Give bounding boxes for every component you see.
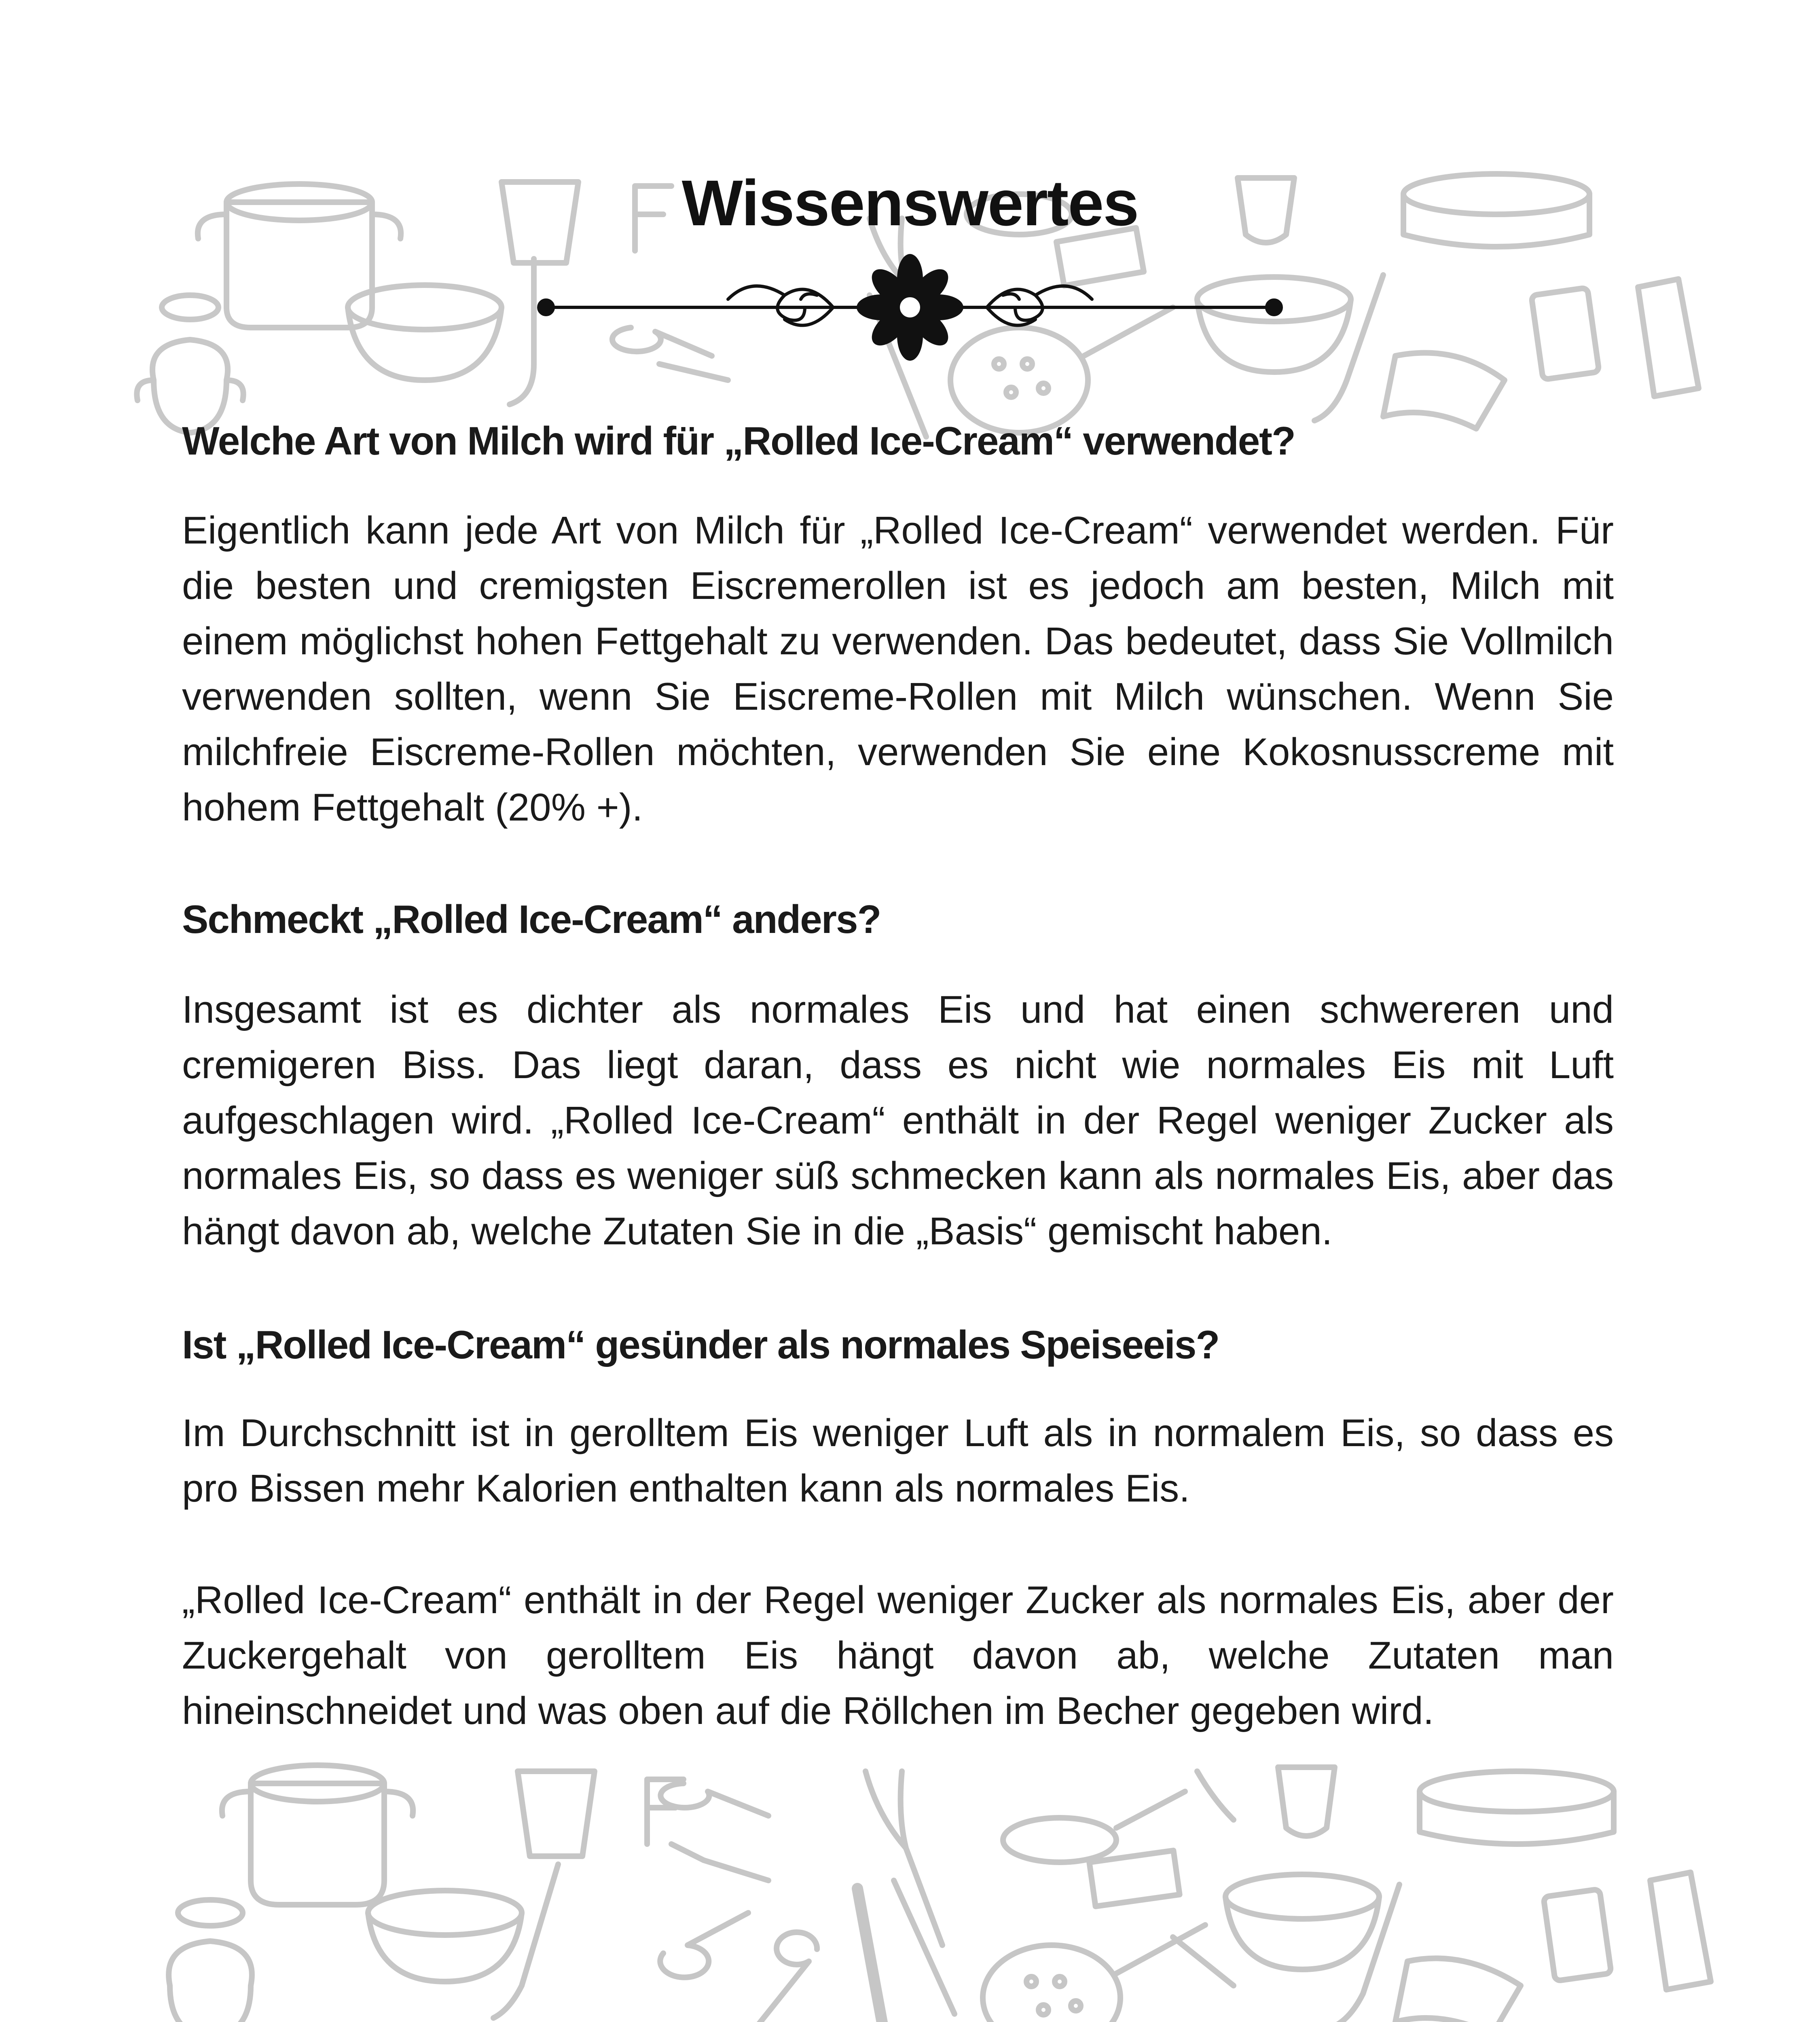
cutting-board-icon [1089, 1851, 1179, 1906]
glass-icon [518, 1771, 595, 1856]
ladle-right-icon [1314, 275, 1383, 421]
jug-icon [1278, 1767, 1335, 1836]
flower-divider-icon [526, 247, 1294, 368]
faq-question: Ist „Rolled Ice-Cream“ gesünder als normales Speiseeis? [182, 1322, 1219, 1367]
faq-question: Welche Art von Milch wird für „Rolled Ice-Cream“ verwendet? [182, 419, 1295, 463]
faq-answer-paragraph: Insgesamt ist es dichter als normales Eis und hat einen schwereren und cremigeren Biss. Das liegt daran, dass es nicht wie normales Eis mit Luft aufgeschlagen wird. „Rolled Ice-Cream“ enthält in der Regel weniger Zucker als normales Eis, so dass es weniger süß schmecken kann als normales Eis, aber das hängt davon ab, welche Zutaten Sie in die „Basis“ gemischt haben. [182, 988, 1614, 1253]
spoon-icon [1173, 1937, 1234, 1986]
whisk-icon [866, 1771, 942, 1945]
faq-section-taste [182, 893, 1614, 945]
mixing-bowl-icon [348, 285, 502, 380]
cake-ring-icon [1420, 1771, 1614, 1844]
kitchen-scale-icon [1531, 288, 1599, 379]
faq-section-milk [182, 415, 1614, 467]
faq-answer-health-1 [182, 1405, 1614, 1516]
faq-question: Schmeckt „Rolled Ice-Cream“ anders? [182, 897, 881, 941]
grater-icon [1650, 1872, 1711, 1990]
spoon-icon [660, 1783, 768, 1816]
faq-answer-paragraph: „Rolled Ice-Cream“ enthält in der Regel weniger Zucker als normales Eis, aber der Zuckergehalt von gerolltem Eis hängt davon ab, welche Zutaten man hineinschneidet und was oben auf die Röllchen im Becher gegeben wird. [182, 1578, 1614, 1732]
knife-icon [894, 1880, 954, 2014]
ladle-icon [493, 1864, 558, 2018]
colander-icon [983, 1925, 1205, 2022]
rolling-pin-icon [857, 1889, 886, 2022]
ladle-right-icon [1335, 1885, 1399, 2022]
serving-bowl-icon [1225, 1874, 1379, 1969]
faq-answer-taste [182, 982, 1614, 1259]
spatula-icon [744, 1932, 817, 2022]
page-title: Wissenswertes [681, 167, 1139, 239]
faq-answer-milk [182, 503, 1614, 835]
grater-icon [1638, 279, 1699, 396]
faq-answer-paragraph: Im Durchschnitt ist in gerolltem Eis weniger Luft als in normalem Eis, so dass es pro Bissen mehr Kalorien enthalten kann als normales Eis. [182, 1411, 1614, 1510]
towel-icon [1395, 1959, 1521, 2022]
pan-handle-icon [1116, 1791, 1185, 1828]
sugar-bowl-icon [137, 295, 243, 433]
faq-section-health [182, 1318, 1614, 1371]
frying-pan-icon [1003, 1818, 1116, 1862]
faq-answer-health-2 [182, 1572, 1614, 1739]
faq-answer-paragraph: Eigentlich kann jede Art von Milch für „Rolled Ice-Cream“ verwendet werden. Für die besten und cremigsten Eiscremerollen ist es jedoch am besten, Milch mit einem möglichst hohen Fettgehalt zu verwenden. Das bedeutet, dass Sie Vollmilch verwenden sollten, wenn Sie Eiscreme-Rollen mit Milch wünschen. Wenn Sie milchfreie Eiscreme-Rollen möchten, verwenden Sie eine Kokosnusscreme mit hohem Fettgehalt (20% +). [182, 509, 1614, 829]
knife-icon [671, 1844, 768, 1880]
scoop-icon [660, 1913, 748, 1978]
letter-f-icon [647, 1779, 684, 1844]
mixing-bowl-icon [368, 1891, 522, 1982]
peeler-icon [1197, 1771, 1234, 1820]
pot-icon [222, 1765, 413, 1905]
kitchen-utensils-background-bottom [0, 1735, 1820, 2022]
kitchen-scale-icon [1543, 1889, 1611, 1981]
sugar-bowl-icon [169, 1900, 252, 2022]
